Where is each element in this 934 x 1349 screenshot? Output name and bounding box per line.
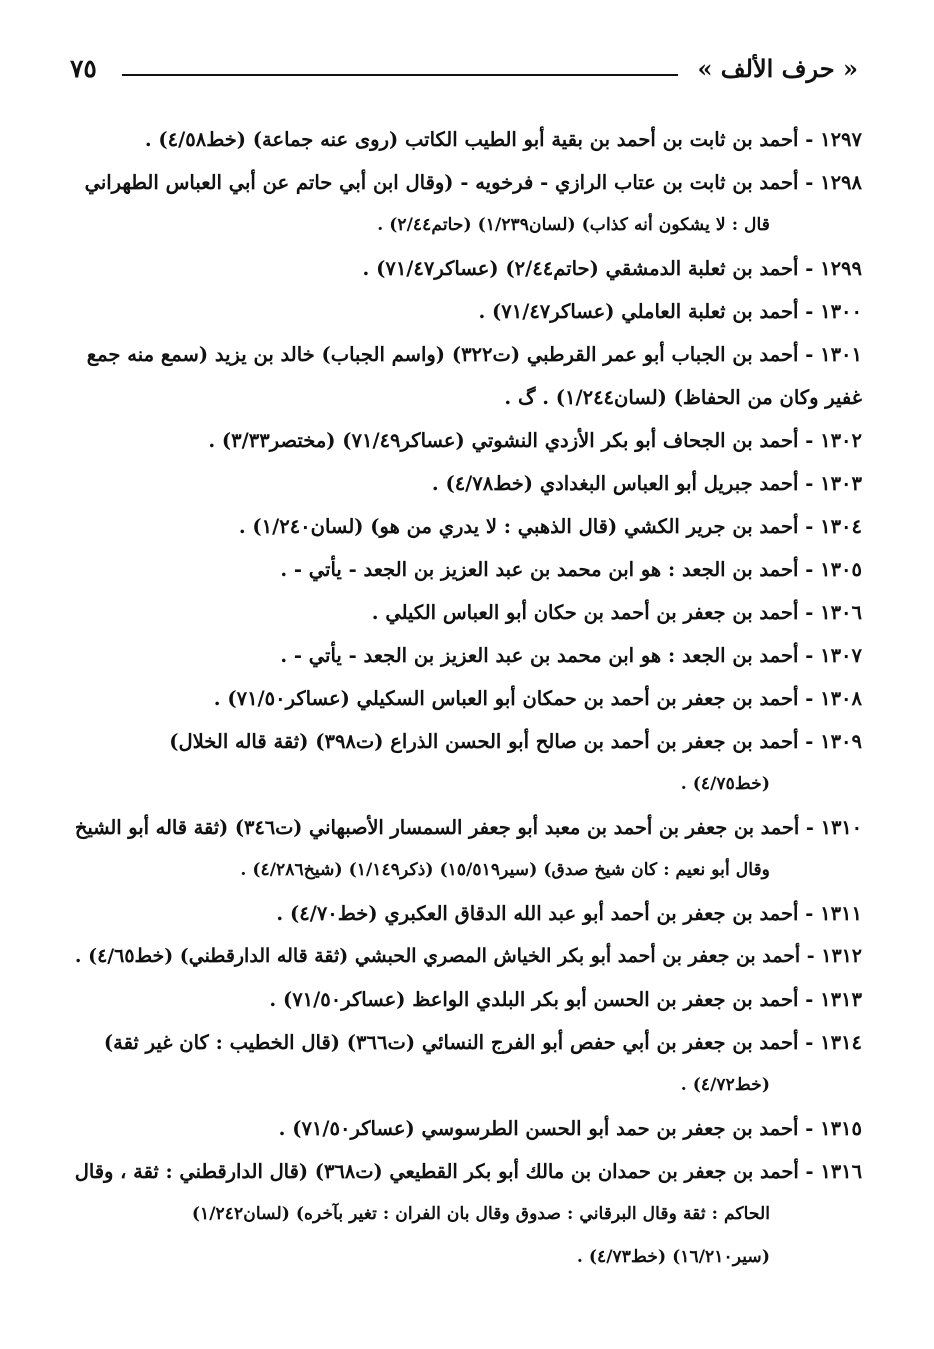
entry-line: ١٣١٦ - أحمد بن جعفر بن حمدان بن مالك أبو بكر القطيعي (ت٣٦٨) (قال الدارقطني : ثقة ، وقال	[74, 1160, 862, 1183]
chapter-title: « حرف الألف »	[697, 54, 858, 83]
entry-line: ١٣٠٢ - أحمد بن الجحاف أبو بكر الأزدي النشوتي (عساكر٧١/٤٩) (مختصر٣/٣٣) .	[208, 429, 862, 452]
entry-line: ١٢٩٩ - أحمد بن ثعلبة الدمشقي (حاتم٢/٤٤) (عساكر٧١/٤٧) .	[362, 257, 862, 280]
entry-line-continuation: (سير١٦/٢١٠) (خط٤/٧٣) .	[576, 1247, 770, 1267]
entry-line: ١٣٠٩ - أحمد بن جعفر بن أحمد بن صالح أبو الحسن الذراع (ت٣٩٨) (ثقة قاله الخلال)	[169, 730, 862, 753]
entry-line: ١٣١١ - أحمد بن جعفر بن أحمد أبو عبد الله الدقاق العكبري (خط٤/٧٠) .	[276, 902, 862, 925]
entry-1314	[74, 1021, 862, 1107]
entry-line: ١٣١٥ - أحمد بن جعفر بن حمد أبو الحسن الطرسوسي (عساكر٧١/٥٠) .	[278, 1117, 862, 1140]
entry-1311	[74, 892, 862, 935]
entry-line: ١٣٠٧ - أحمد بن الجعد : هو ابن محمد بن عبد العزيز بن الجعد - يأتي - .	[280, 644, 862, 667]
entry-1308	[74, 677, 862, 720]
entry-line: ١٣٠٠ - أحمد بن ثعلبة العاملي (عساكر٧١/٤٧) .	[478, 300, 862, 323]
entry-line: ١٣٠٨ - أحمد بن جعفر بن أحمد بن حمكان أبو العباس السكيلي (عساكر٧١/٥٠) .	[213, 687, 862, 710]
entry-line: ١٣٠٦ - أحمد بن جعفر بن أحمد بن حكان أبو العباس الكيلي .	[371, 601, 862, 624]
entry-1307	[74, 634, 862, 677]
entry-line: ١٢٩٧ - أحمد بن ثابت بن أحمد بن بقية أبو الطيب الكاتب (روى عنه جماعة) (خط٤/٥٨) .	[144, 128, 862, 151]
entry-line: ١٣٠٣ - أحمد جبريل أبو العباس البغدادي (خط٤/٧٨) .	[431, 472, 862, 495]
entry-1305	[74, 548, 862, 591]
entry-1312	[74, 935, 862, 978]
entry-line-continuation: (خط٤/٧٥) .	[680, 774, 770, 794]
entries-list	[74, 118, 862, 1279]
page-number: ٧٥	[70, 54, 97, 83]
entry-1299	[74, 247, 862, 290]
entry-1298	[74, 161, 862, 247]
entry-1301	[74, 333, 862, 419]
entry-1306	[74, 591, 862, 634]
entry-line-continuation: (خط٤/٧٢) .	[680, 1075, 770, 1095]
entry-line: ١٢٩٨ - أحمد بن ثابت بن عتاب الرازي - فرخويه - (وقال ابن أبي حاتم عن أبي العباس الطهراني	[84, 171, 862, 194]
entry-1302	[74, 419, 862, 462]
entry-1313	[74, 978, 862, 1021]
page-header	[70, 52, 858, 92]
entry-1315	[74, 1107, 862, 1150]
entry-line-continuation: غفير وكان من الحفاظ) (لسان١/٢٤٤) . گ .	[504, 386, 862, 409]
entry-line: ١٣١٤ - أحمد بن جعفر بن أبي حفص أبو الفرج النسائي (ت٣٦٦) (قال الخطيب : كان غير ثقة)	[103, 1031, 862, 1054]
entry-1303	[74, 462, 862, 505]
entry-1316	[74, 1150, 862, 1279]
entry-line-continuation: وقال أبو نعيم : كان شيخ صدق) (سير١٥/٥١٩) (ذكر١/١٤٩) (شيخ٤/٢٨٦) .	[240, 860, 770, 880]
entry-line: ١٣١٠ - أحمد بن جعفر بن أحمد بن معبد أبو جعفر السمسار الأصبهاني (ت٣٤٦) (ثقة قاله أبو الشيخ	[74, 816, 862, 839]
entry-1310	[74, 806, 862, 892]
header-rule	[122, 74, 678, 76]
entry-line-continuation: قال : لا يشكون أنه كذاب) (لسان١/٢٣٩) (حاتم٢/٤٤) .	[377, 215, 770, 235]
entry-line: ١٣١٣ - أحمد بن جعفر بن الحسن أبو بكر البلدي الواعظ (عساكر٧١/٥٠) .	[269, 988, 862, 1011]
entry-line: ١٣٠٥ - أحمد بن الجعد : هو ابن محمد بن عبد العزيز بن الجعد - يأتي - .	[280, 558, 862, 581]
entry-line: ١٣٠١ - أحمد بن الجباب أبو عمر القرطبي (ت٣٢٢) (واسم الجباب) خالد بن يزيد (سمع منه جمع	[86, 343, 862, 366]
entry-line: ١٣١٢ - أحمد بن جعفر بن أحمد أبو بكر الخياش المصري الحبشي (ثقة قاله الدارقطني) (خط٤/٦٥) .	[74, 945, 862, 967]
entry-1304	[74, 505, 862, 548]
entry-1300	[74, 290, 862, 333]
entry-1309	[74, 720, 862, 806]
entry-1297	[74, 118, 862, 161]
entry-line: ١٣٠٤ - أحمد بن جرير الكشي (قال الذهبي : لا يدري من هو) (لسان١/٢٤٠) .	[238, 515, 862, 538]
entry-line-continuation: الحاكم : ثقة وقال البرقاني : صدوق وقال بان الفران : تغير بآخره) (لسان١/٢٤٢)	[191, 1204, 770, 1224]
